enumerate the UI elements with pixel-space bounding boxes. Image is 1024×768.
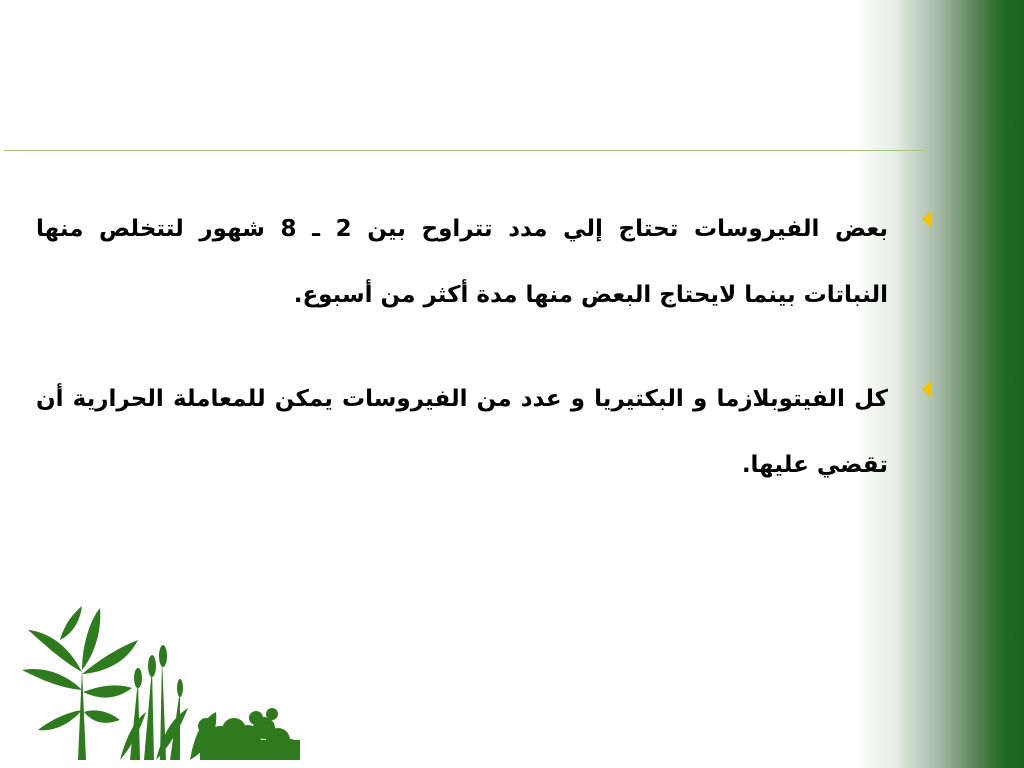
bullet-text: كل الفيتوبلازما و البكتيريا و عدد من الفيروسات يمكن للمعاملة الحرارية أن تقضي عليها. xyxy=(36,386,888,478)
bullet-arrow-icon xyxy=(922,380,932,398)
bullet-text: بعض الفيروسات تحتاج إلي مدد تتراوح بين 2 ـ 8 شهور لتتخلص منها النباتات بينما لايحتاج البعض منها مدة أكثر من أسبوع. xyxy=(36,216,888,308)
bullet-arrow-icon xyxy=(922,210,932,228)
bullet-item xyxy=(36,366,940,498)
bullet-item xyxy=(36,196,940,328)
bullet-list xyxy=(36,196,940,498)
plants-silhouette-icon xyxy=(20,600,300,760)
title-divider-line xyxy=(4,150,924,151)
